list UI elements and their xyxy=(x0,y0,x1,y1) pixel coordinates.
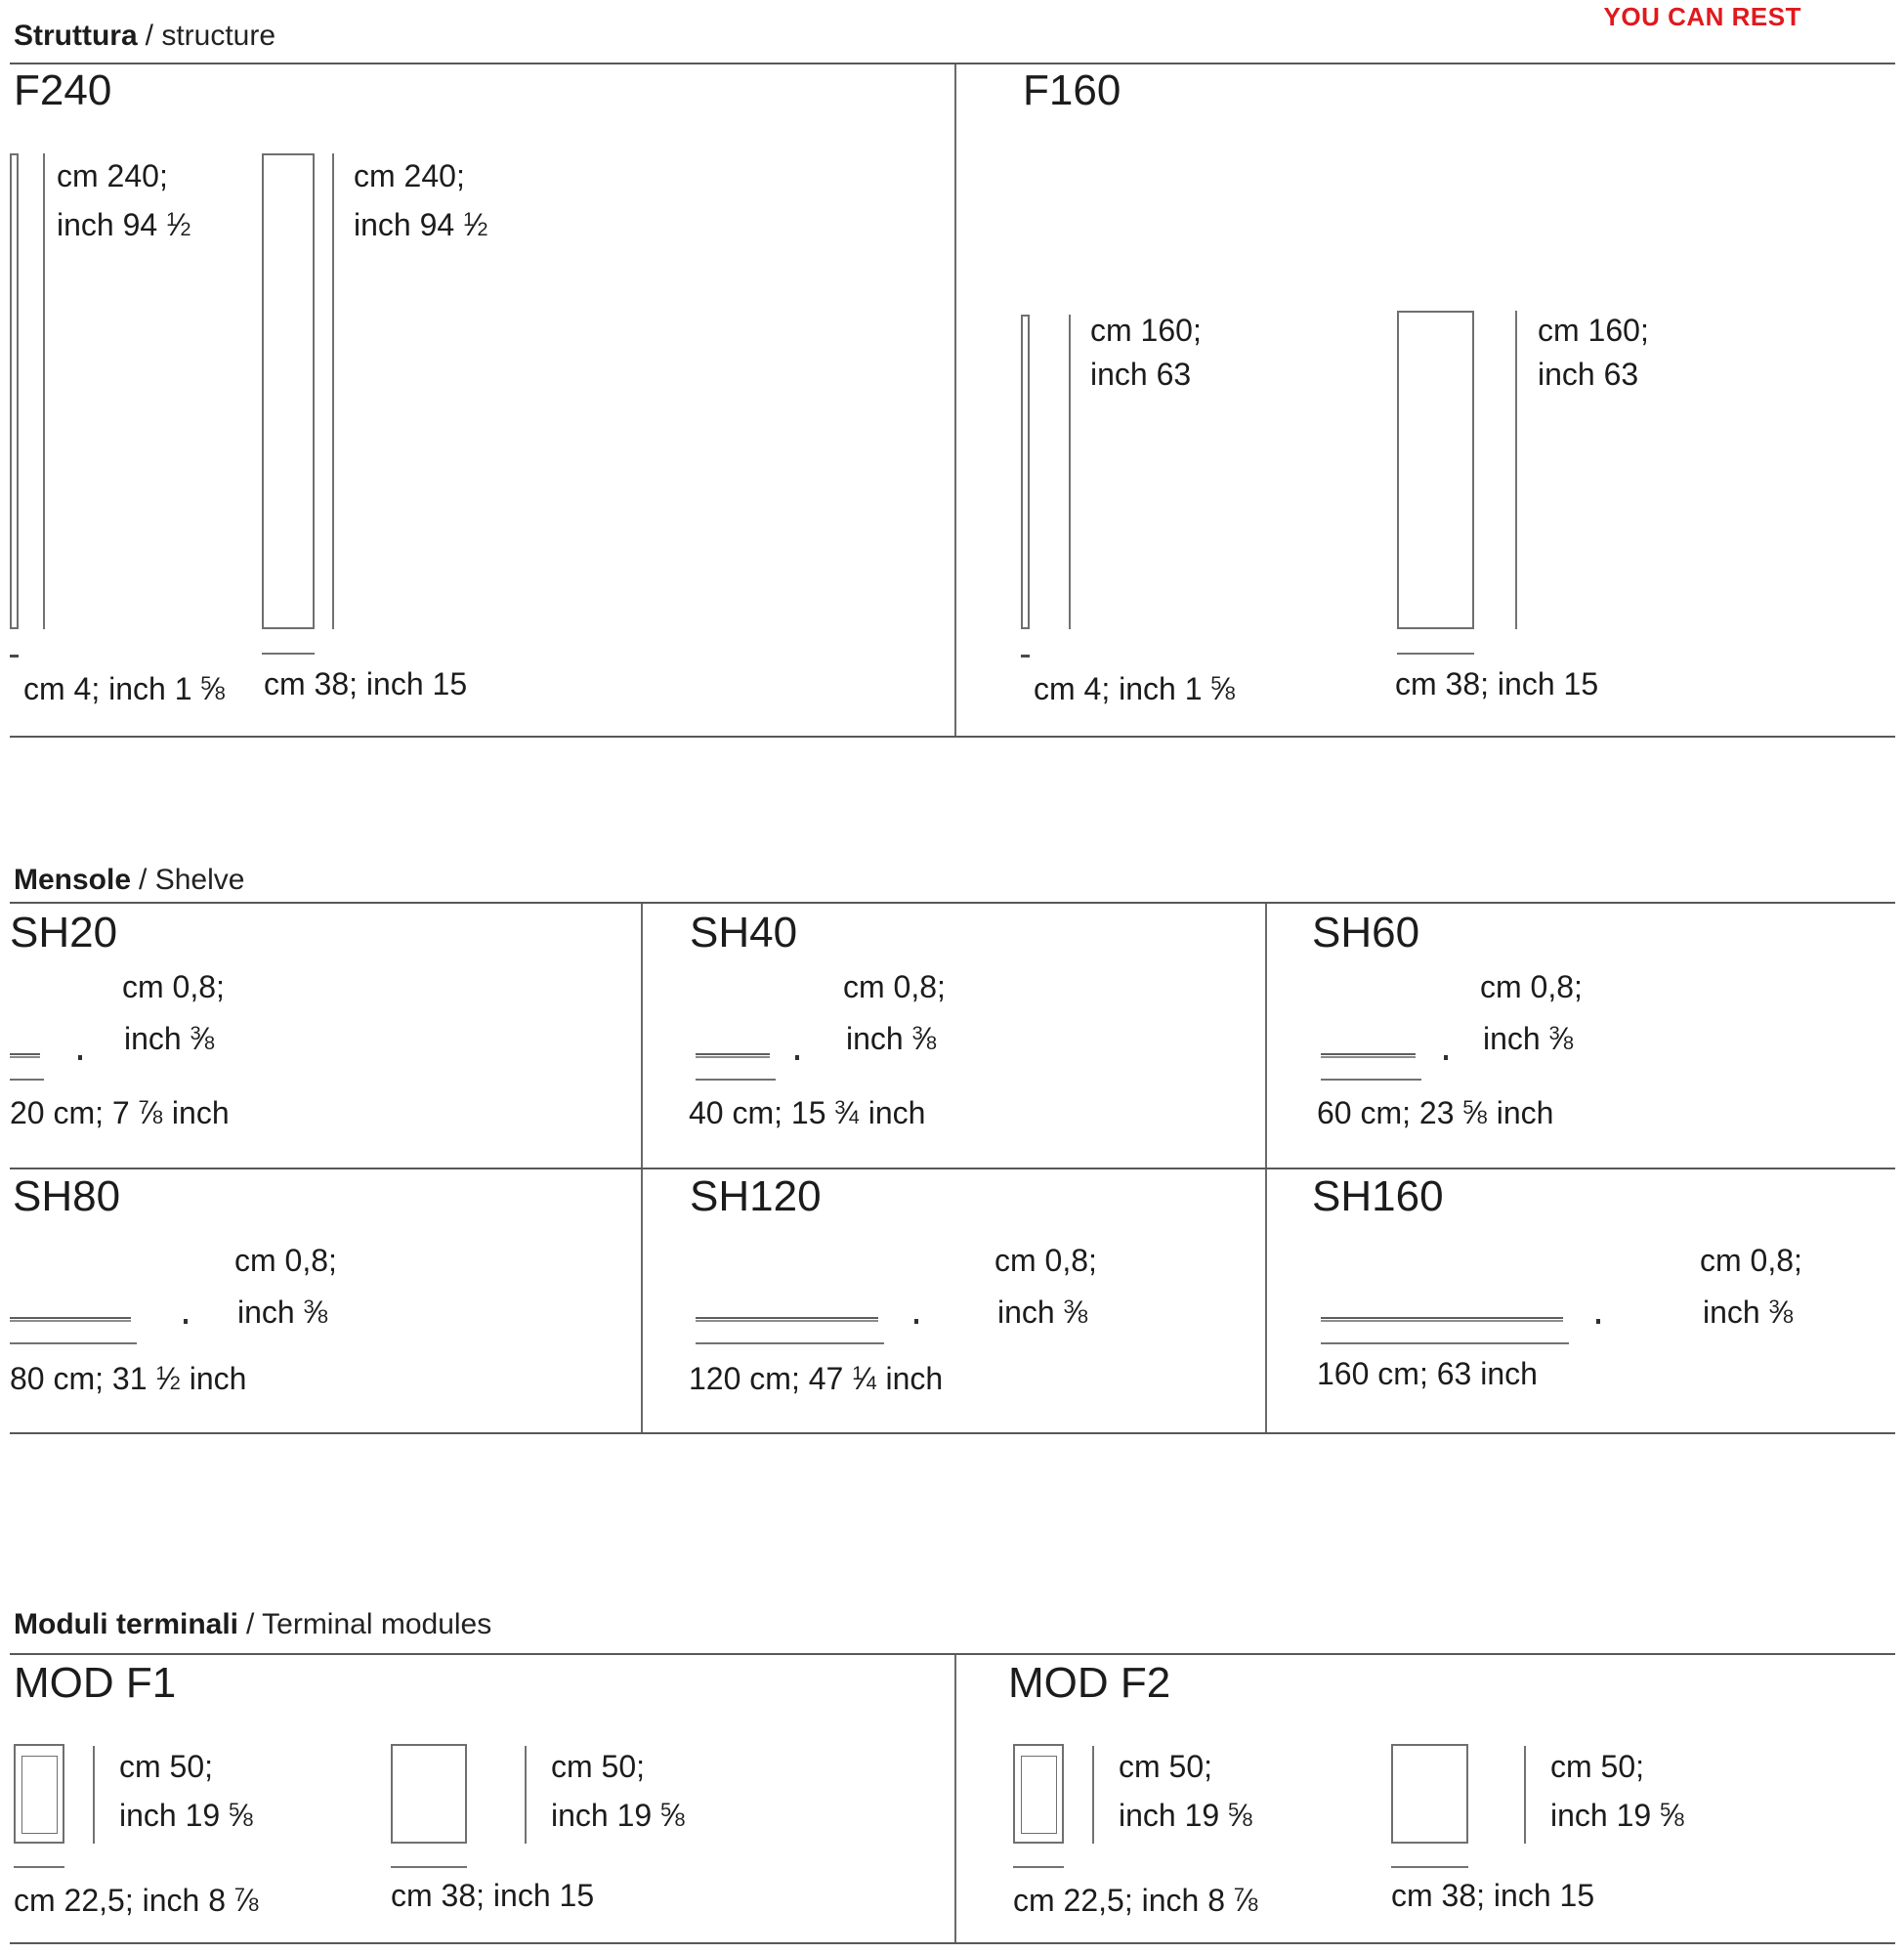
f240-front-height-label xyxy=(354,154,487,252)
dimension-inch: inch 94 $^1$⁄2 xyxy=(57,206,191,242)
dimension-inch: inch 63 xyxy=(1090,357,1192,392)
dimension-inch: inch 94 $^1$⁄2 xyxy=(354,206,488,242)
sh40-width-label: 40 cm; 15 $^3$⁄4 inch xyxy=(689,1094,926,1130)
f240-front-width-label: cm 38; inch 15 xyxy=(264,666,468,701)
sh160-width-dimension-line xyxy=(1321,1342,1569,1344)
dimension-cm: cm 50; xyxy=(1119,1749,1213,1784)
f160-front-width-dimension-line xyxy=(1397,653,1474,655)
dimension-inch: inch 19 $^5$⁄8 xyxy=(1550,1797,1685,1833)
f160-side-width-label: cm 4; inch 1 $^5$⁄8 xyxy=(1034,670,1236,706)
f240-side-height-dimension-line xyxy=(43,153,45,629)
sh20-thickness-cm: cm 0,8; xyxy=(122,969,225,1004)
shelf-title-sh160: SH160 xyxy=(1312,1172,1444,1220)
modf1-side-view-drawing xyxy=(14,1744,64,1844)
f160-front-view-drawing xyxy=(1397,311,1474,629)
sh80-shelf-front-drawing xyxy=(10,1317,131,1322)
model-title-f240: F240 xyxy=(14,66,112,114)
section-heading-structure xyxy=(14,20,275,53)
modf2-depth-dimension-line xyxy=(1013,1866,1064,1868)
sh160-thickness-inch: inch $^3$⁄8 xyxy=(1703,1294,1794,1330)
f240-side-width-tick xyxy=(10,655,19,658)
shelves-bottom-rule xyxy=(10,1432,1895,1434)
sh80-width-dimension-line xyxy=(10,1342,137,1344)
heading-english: / Terminal modules xyxy=(246,1608,492,1640)
shelf-title-sh40: SH40 xyxy=(690,909,798,956)
sh40-shelf-front-drawing xyxy=(696,1053,770,1058)
sh20-width-label: 20 cm; 7 $^7$⁄8 inch xyxy=(10,1094,230,1130)
sh20-width-dimension-line xyxy=(10,1079,44,1081)
section-heading-modules xyxy=(14,1608,491,1641)
sh60-width-label: 60 cm; 23 $^5$⁄8 inch xyxy=(1317,1094,1554,1130)
section-heading-shelves xyxy=(14,864,244,897)
sh60-thickness-cm: cm 0,8; xyxy=(1480,969,1583,1004)
shelf-title-sh80: SH80 xyxy=(13,1172,121,1220)
modf2-width-dimension-line xyxy=(1391,1866,1468,1868)
sh120-shelf-side-drawing xyxy=(914,1319,918,1324)
dimension-cm: cm 240; xyxy=(354,158,465,193)
sh20-shelf-front-drawing xyxy=(10,1053,40,1058)
shelf-title-sh60: SH60 xyxy=(1312,909,1420,956)
structure-heading-rule xyxy=(10,63,1895,64)
modf1-front-height-label xyxy=(551,1745,685,1843)
heading-english: / Shelve xyxy=(139,864,245,896)
structure-column-divider xyxy=(954,64,956,738)
modf1-depth-label: cm 22,5; inch 8 $^7$⁄8 xyxy=(14,1882,260,1918)
sh60-width-dimension-line xyxy=(1321,1079,1421,1081)
shelf-title-sh20: SH20 xyxy=(10,909,118,956)
modf1-width-label: cm 38; inch 15 xyxy=(391,1878,595,1913)
f240-front-height-dimension-line xyxy=(332,153,334,629)
sh60-shelf-front-drawing xyxy=(1321,1053,1416,1058)
modules-heading-rule xyxy=(10,1653,1895,1655)
dimension-cm: cm 50; xyxy=(1550,1749,1645,1784)
sh160-shelf-front-drawing xyxy=(1321,1317,1563,1322)
module-title-mod-f1: MOD F1 xyxy=(14,1659,177,1707)
shelf-title-sh120: SH120 xyxy=(690,1172,822,1220)
sh40-width-dimension-line xyxy=(696,1079,776,1081)
modf1-side-height-label xyxy=(119,1745,253,1843)
structure-bottom-rule xyxy=(10,736,1895,738)
heading-italian: Mensole xyxy=(14,864,132,896)
modf1-width-dimension-line xyxy=(391,1866,467,1868)
f160-side-view-drawing xyxy=(1021,315,1030,629)
sh40-shelf-side-drawing xyxy=(795,1055,799,1060)
sh120-width-label: 120 cm; 47 $^1$⁄4 inch xyxy=(689,1360,944,1396)
heading-english: / structure xyxy=(145,20,276,52)
heading-italian: Moduli terminali xyxy=(14,1608,239,1640)
modf1-depth-height-dimension-line xyxy=(93,1746,95,1844)
f240-front-width-dimension-line xyxy=(262,653,315,655)
sh80-thickness-inch: inch $^3$⁄8 xyxy=(237,1294,328,1330)
dimension-inch: inch 63 xyxy=(1538,357,1639,392)
sh40-thickness-cm: cm 0,8; xyxy=(843,969,946,1004)
dimension-cm: cm 50; xyxy=(551,1749,646,1784)
model-title-f160: F160 xyxy=(1023,66,1121,114)
modf2-depth-label: cm 22,5; inch 8 $^7$⁄8 xyxy=(1013,1882,1259,1918)
sh60-thickness-inch: inch $^3$⁄8 xyxy=(1483,1020,1574,1056)
modf2-front-height-label xyxy=(1550,1745,1684,1843)
dimension-cm: cm 240; xyxy=(57,158,168,193)
dimension-cm: cm 50; xyxy=(119,1749,214,1784)
sh120-shelf-front-drawing xyxy=(696,1317,878,1322)
sh160-thickness-cm: cm 0,8; xyxy=(1700,1243,1802,1278)
f160-front-height-dimension-line xyxy=(1515,311,1517,629)
modf2-width-label: cm 38; inch 15 xyxy=(1391,1878,1595,1913)
shelves-heading-rule xyxy=(10,902,1895,904)
f160-side-height-label xyxy=(1090,309,1202,397)
sh20-shelf-side-drawing xyxy=(78,1055,82,1060)
dimension-inch: inch 19 $^5$⁄8 xyxy=(1119,1797,1253,1833)
modf2-front-height-dimension-line xyxy=(1524,1746,1526,1844)
modf2-side-view-drawing xyxy=(1013,1744,1064,1844)
modf1-depth-dimension-line xyxy=(14,1866,64,1868)
sh120-thickness-inch: inch $^3$⁄8 xyxy=(997,1294,1088,1330)
modf1-side-inner-frame xyxy=(21,1756,58,1834)
modf2-side-height-label xyxy=(1119,1745,1252,1843)
dimension-cm: cm 160; xyxy=(1090,313,1202,348)
sh60-shelf-side-drawing xyxy=(1444,1055,1448,1060)
modf1-front-view-drawing xyxy=(391,1744,467,1844)
f160-side-height-dimension-line xyxy=(1069,315,1071,629)
sh20-thickness-inch: inch $^3$⁄8 xyxy=(124,1020,215,1056)
modules-column-divider xyxy=(954,1655,956,1942)
brand-label: YOU CAN REST xyxy=(1603,2,1801,31)
sh80-shelf-side-drawing xyxy=(184,1319,188,1324)
f240-side-height-label xyxy=(57,154,190,252)
sh80-thickness-cm: cm 0,8; xyxy=(234,1243,337,1278)
sh80-width-label: 80 cm; 31 $^1$⁄2 inch xyxy=(10,1360,247,1396)
sh120-width-dimension-line xyxy=(696,1342,884,1344)
dimension-cm: cm 160; xyxy=(1538,313,1649,348)
sh160-width-label: 160 cm; 63 inch xyxy=(1317,1356,1538,1391)
dimension-inch: inch 19 $^5$⁄8 xyxy=(119,1797,254,1833)
f240-side-width-label: cm 4; inch 1 $^5$⁄8 xyxy=(23,670,226,706)
modules-bottom-rule xyxy=(10,1942,1895,1944)
sh160-shelf-side-drawing xyxy=(1596,1319,1600,1324)
modf2-side-inner-frame xyxy=(1021,1756,1057,1834)
modf2-depth-height-dimension-line xyxy=(1092,1746,1094,1844)
modf1-front-height-dimension-line xyxy=(525,1746,527,1844)
shelves-row-divider xyxy=(10,1168,1895,1169)
sh40-thickness-inch: inch $^3$⁄8 xyxy=(846,1020,937,1056)
f240-front-view-drawing xyxy=(262,153,315,629)
f240-side-view-drawing xyxy=(10,153,19,629)
module-title-mod-f2: MOD F2 xyxy=(1008,1659,1171,1707)
f160-side-width-tick xyxy=(1021,655,1030,658)
sh120-thickness-cm: cm 0,8; xyxy=(994,1243,1097,1278)
f160-front-height-label xyxy=(1538,309,1649,397)
modf2-front-view-drawing xyxy=(1391,1744,1468,1844)
heading-italian: Struttura xyxy=(14,20,138,52)
dimension-inch: inch 19 $^5$⁄8 xyxy=(551,1797,686,1833)
f160-front-width-label: cm 38; inch 15 xyxy=(1395,666,1599,701)
